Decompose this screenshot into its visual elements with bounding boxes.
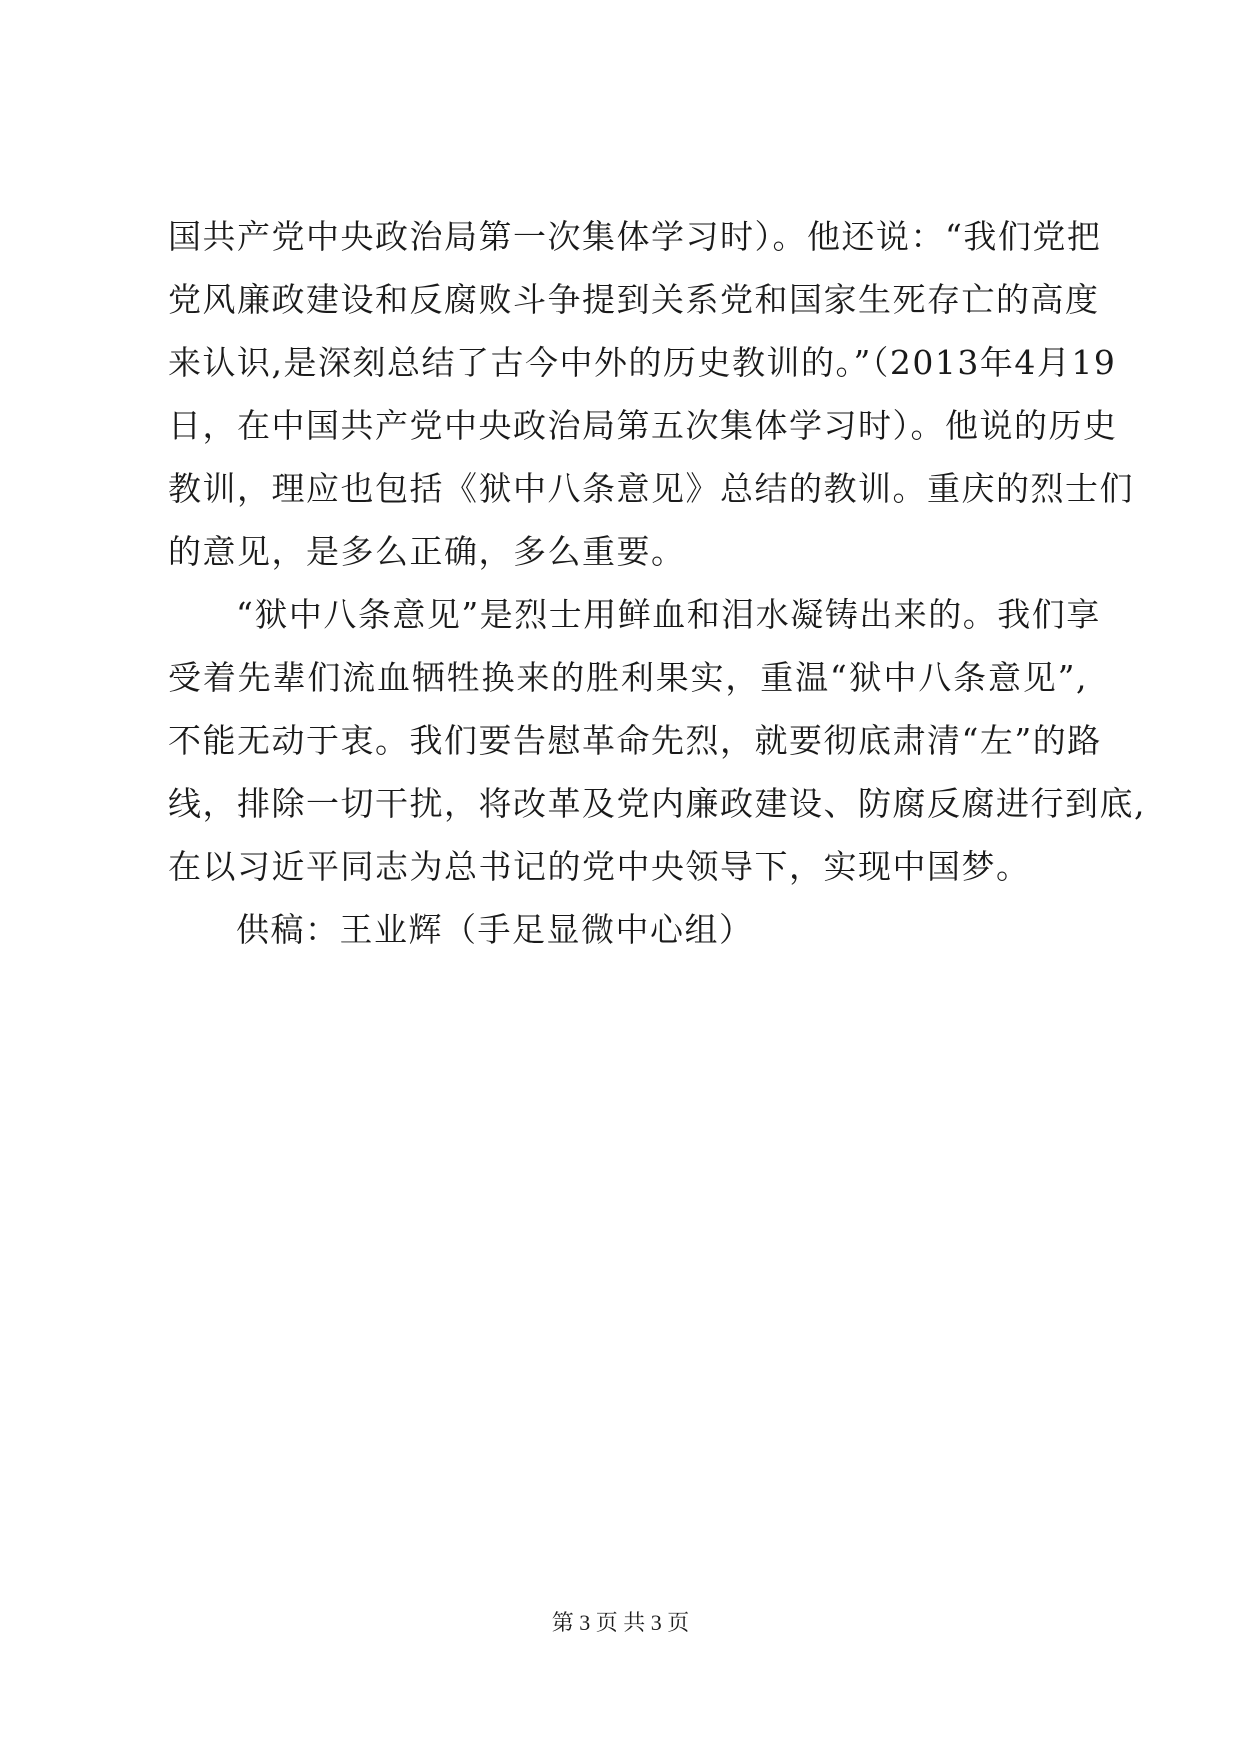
page-footer: 第 3 页 共 3 页 bbox=[551, 1610, 690, 1635]
text-line: 来认识,是深刻总结了古今中外的历史教训的。”（2013年4月19 bbox=[168, 343, 1117, 382]
paragraph-first-line: “狱中八条意见”是烈士用鲜血和泪水凝铸出来的。我们享 bbox=[236, 595, 1101, 634]
text-line: 党风廉政建设和反腐败斗争提到关系党和国家生死存亡的高度 bbox=[168, 280, 1100, 319]
text-line: 不能无动于衷。我们要告慰革命先烈，就要彻底肃清“左”的路 bbox=[168, 721, 1102, 760]
text-line: 受着先辈们流血牺牲换来的胜利果实，重温“狱中八条意见”, bbox=[168, 658, 1088, 697]
contributor-credit: 供稿：王业辉（手足显微中心组） bbox=[236, 910, 754, 949]
document-body bbox=[168, 205, 1146, 961]
text-line: 的意见，是多么正确，多么重要。 bbox=[168, 532, 686, 571]
text-line: 教训，理应也包括《狱中八条意见》总结的教训。重庆的烈士们 bbox=[168, 469, 1134, 508]
text-line: 国共产党中央政治局第一次集体学习时）。他还说：“我们党把 bbox=[168, 217, 1102, 256]
text-line: 在以习近平同志为总书记的党中央领导下，实现中国梦。 bbox=[168, 847, 1031, 886]
text-line: 日，在中国共产党中央政治局第五次集体学习时）。他说的历史 bbox=[168, 406, 1118, 445]
text-line: 线，排除一切干扰，将改革及党内廉政建设、防腐反腐进行到底, bbox=[168, 784, 1146, 823]
